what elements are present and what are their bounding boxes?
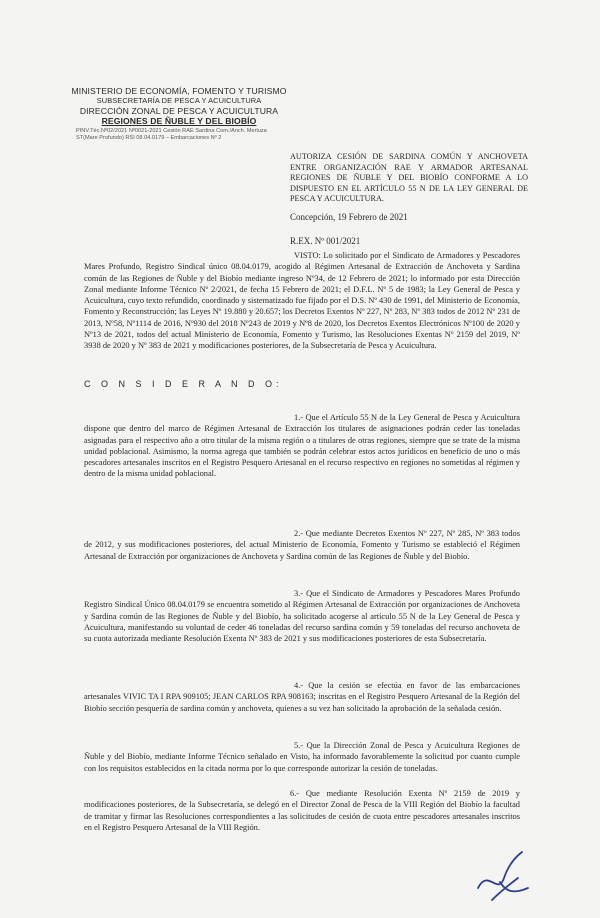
reference-lines (76, 128, 316, 142)
considerando-5 (84, 740, 520, 774)
zonal-directorate-name: DIRECCIÓN ZONAL DE PESCA Y ACUICULTURA (79, 106, 279, 116)
place-date: Concepción, 19 Febrero de 2021 (290, 212, 408, 222)
considerando-2 (84, 528, 520, 562)
visto-text: VISTO: Lo solicitado por el Sindicato de Armadores y Pescadores Mares Profundo, Registro Sindical único 08.04.0179, acogido al Régimen Artesanal de Extracción de Anchoveta y Sardina común de las Regiones de Ñuble y del Biobío mediante ingreso Nº34, de 12 Febrero de 2021; lo informado por esta Dirección Zonal mediante Informe Técnico Nº 2/2021, de fecha 15 Febrero de 2021; el D.F.L. Nº 5 de 1983; la Ley General de Pesca y Acuicultura, cuyo texto refundido, coordinado y sistematizado fue fijado por el D.S. Nº 430 de 1991, del Ministerio de Economía, Fomento y Reconstrucción; las Leyes Nº 19.880 y 20.657; los Decretos Exentos Nº 227, Nº 283, Nº 383 todos de 2012 Nº 231 de 2013, Nº58, Nº1114 de 2016, Nº930 del 2018 Nº243 de 2019 y Nº8 de 2020, los Decretos Exentos Electrónicos Nº100 de 2020 y Nº13 de 2021, todos del actual Ministerio de Economía, Fomento y Turismo, las Resoluciones Exentas Nº 2159 del 2019, Nº 3938 de 2020 y Nº 383 de 2021 y modificaciones posteriores, de la Subsecretaría de Pesca y Acuicultura. (84, 251, 520, 351)
considerando-4-text: 4.- Que la cesión se efectúa en favor de las embarcaciones artesanales VIVIC TA I RPA 909105; JEAN CARLOS RPA 908163; inscritas en el Registro Pesquero Artesanal de la Región del Biobío sección pesquería de sardina común y anchoveta, quienes a su vez han solicitado la aprobación de la señalada cesión. (84, 681, 520, 713)
resolution-number: R.EX. Nº 001/2021 (290, 236, 361, 246)
letterhead (64, 86, 294, 126)
considerando-2-text: 2.- Que mediante Decretos Exentos Nº 227, Nº 285, Nº 383 todos de 2012, y sus modificaciones posteriores, del actual Ministerio de Economía, Fomento y Turismo se estableció el Régimen Artesanal de Extracción por organizaciones de Anchoveta y Sardina común de las Regiones de Ñuble y del Biobío. (84, 529, 520, 561)
signature-mark (470, 848, 532, 903)
resolution-subject: AUTORIZA CESIÓN DE SARDINA COMÚN Y ANCHOVETA ENTRE ORGANIZACIÓN RAE Y ARMADOR ARTESANAL REGIONES DE ÑUBLE Y DEL BIOBÍO CONFORME A LO DISPUESTO EN EL ARTÍCULO 55 N DE LA LEY GENERAL DE PESCA Y ACUICULTURA. (290, 152, 528, 204)
subsecretariat-name: SUBSECRETARÍA DE PESCA Y ACUICULTURA (96, 96, 262, 105)
region-name: REGIONES DE ÑUBLE Y DEL BIOBÍO (101, 116, 257, 126)
considerando-5-text: 5.- Que la Dirección Zonal de Pesca y Acuicultura Regiones de Ñuble y del Biobío, mediante Informe Técnico señalado en Visto, ha informado favorablemente la solicitud por cuanto cumple con los requisitos establecidos en la citada norma por lo que corresponde autorizar la cesión de toneladas. (84, 741, 520, 773)
considerando-1 (84, 412, 520, 480)
considerando-4 (84, 680, 520, 714)
considerando-6 (84, 788, 520, 833)
reference-line-2: ST(Mare Profundo) RSI 08.04.0179 – Embarcaciones Nº 2 (76, 135, 222, 141)
visto-paragraph (84, 250, 520, 352)
considerando-heading: C O N S I D E R A N D O: (84, 379, 283, 389)
considerando-3 (84, 588, 520, 644)
considerando-3-text: 3.- Que el Sindicato de Armadores y Pescadores Mares Profundo Registro Sindical Único 08.04.0179 se encuentra sometido al Régimen Artesanal de Extracción por organizaciones de Anchoveta y Sardina común de las Regiones de Ñuble y del Biobío, ha solicitado acogerse al artículo 55 N de la Ley General de Pesca y Acuicultura, manifestando su voluntad de ceder 46 toneladas del recurso sardina común y 59 toneladas del recurso anchoveta de su cuota autorizada mediante Resolución Exenta Nº 383 de 2021 y sus modificaciones posteriores de esta Subsecretaría. (84, 589, 520, 644)
ministry-name: MINISTERIO DE ECONOMÍA, FOMENTO Y TURISMO (71, 86, 287, 96)
considerando-1-text: 1.- Que el Artículo 55 N de la Ley General de Pesca y Acuicultura dispone que dentro del marco de Régimen Artesanal de Extracción los titulares de asignaciones podrán ceder las toneladas asignadas para el respectivo año a otro titular de la misma región o a titulares de otras regiones, siempre que se trate de la misma unidad poblacional. Asimismo, la norma agrega que también se podrán celebrar estos actos jurídicos en beneficio de uno o más pescadores artesanales inscritos en el Registro Pesquero Artesanal en el recurso respectivo en regiones no sometidas al régimen y dentro de la misma unidad poblacional. (84, 413, 520, 479)
reference-line-1: PINV.Téc.Nº02/2021 Nº0021-2021 Cesión RAE Sardina Com./Anch. Merluza (76, 128, 267, 134)
considerando-6-text: 6.- Que mediante Resolución Exenta Nº 2159 de 2019 y modificaciones posteriores, de la Subsecretaría, se delegó en el Director Zonal de Pesca de la VIII Región del Biobío la facultad de tramitar y firmar las Resoluciones correspondientes a las solicitudes de cesión de cuota entre pescadores artesanales inscritos en el Registro Pesquero Artesanal de la VIII Región. (84, 789, 520, 832)
